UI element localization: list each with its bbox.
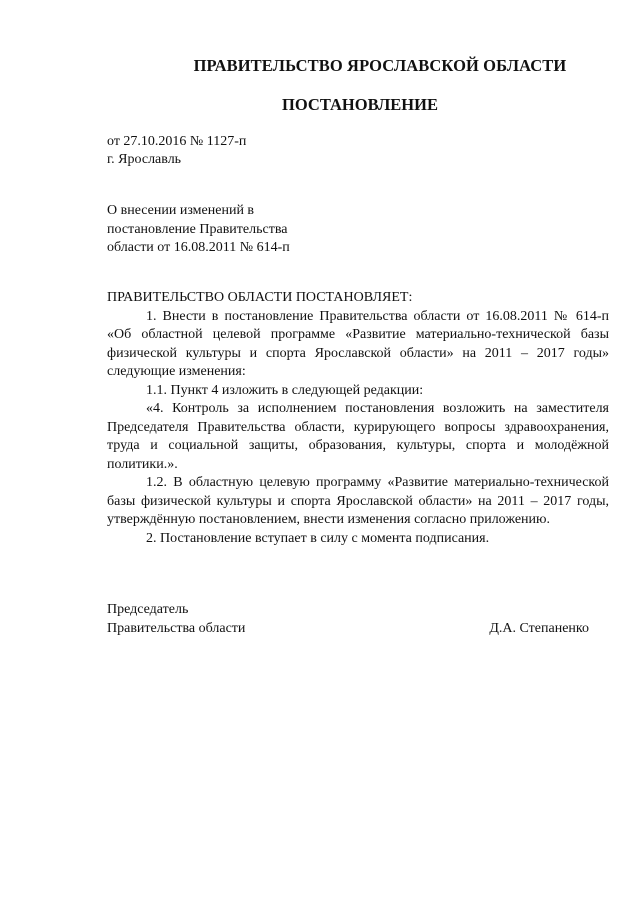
paragraph-1: 1. Внести в постановление Правительства области от 16.08.2011 № 614-п «Об областной целевой программе «Развитие материально-технической базы физической культуры и спорта Ярославской области» на 2011 – 2017 годы» следующие изменения: — [107, 308, 609, 379]
preamble: ПРАВИТЕЛЬСТВО ОБЛАСТИ ПОСТАНОВЛЯЕТ: — [107, 290, 413, 305]
signer-name: Д.А. Степаненко — [489, 621, 589, 636]
paragraph-1-1-quote: «4. Контроль за исполнением постановления возложить на заместителя Председателя Правительства области, курирующего вопросы здравоохранения, труда и социальной защиты, образования, культуры, спорта и молодёжной политики.». — [107, 401, 609, 472]
date-number: от 27.10.2016 № 1127-п — [107, 134, 247, 149]
city: г. Ярославль — [107, 152, 182, 167]
subject-line: постановление Правительства — [107, 221, 288, 237]
subject-line: О внесении изменений в — [107, 203, 255, 218]
paragraph-2: 2. Постановление вступает в силу с момента подписания. — [146, 530, 490, 546]
signature-block — [107, 600, 589, 638]
paragraph-1-1: 1.1. Пункт 4 изложить в следующей редакции: — [146, 382, 424, 398]
subject-line: области от 16.08.2011 № 614-п — [107, 240, 290, 255]
document-meta — [107, 133, 246, 169]
document-subject — [107, 202, 290, 258]
document-type-title: ПОСТАНОВЛЕНИЕ — [282, 95, 438, 114]
paragraph-1-2: 1.2. В областную целевую программу «Развитие материально-технической базы физической культуры и спорта Ярославской области» на 2011 – 2017 годы, утверждённую постановлением, внести изменения согласно приложению. — [107, 475, 609, 527]
signer-position: Председатель — [107, 602, 189, 617]
signature-row — [107, 619, 589, 638]
document-body — [107, 289, 609, 548]
signer-position: Правительства области — [107, 621, 246, 636]
authority-title: ПРАВИТЕЛЬСТВО ЯРОСЛАВСКОЙ ОБЛАСТИ — [193, 56, 567, 75]
